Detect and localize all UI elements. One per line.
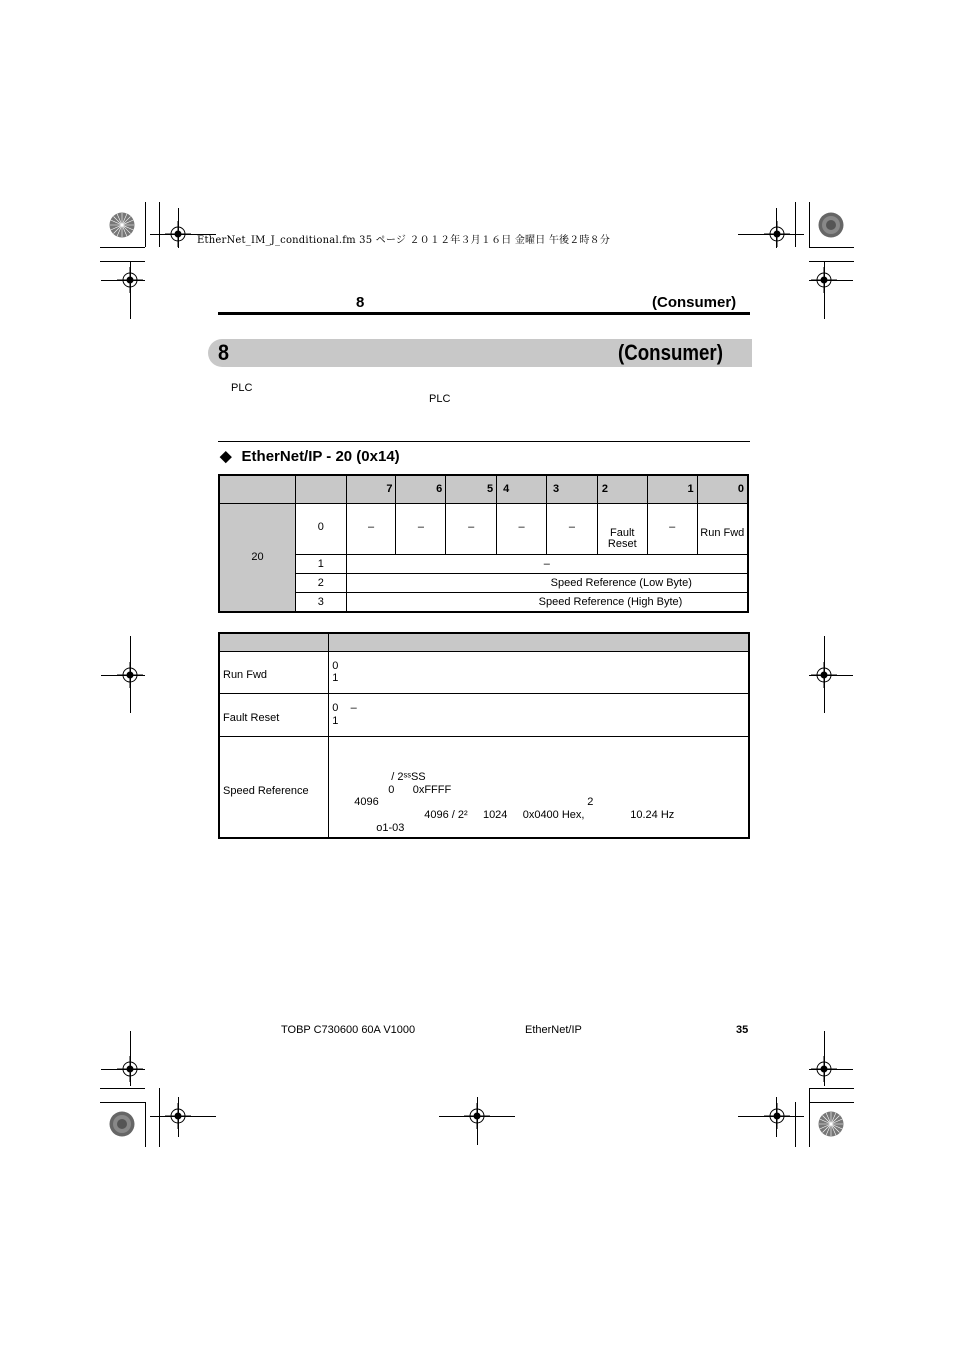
crop-mark [795, 1102, 796, 1147]
crop-mark [100, 261, 145, 262]
crop-mark [178, 208, 179, 248]
byte-number: 2 [296, 573, 347, 592]
fault-reset-label: Fault Reset [607, 526, 637, 550]
description-line: 1 [332, 672, 339, 684]
chapter-number: 8 [218, 340, 230, 365]
crop-mark [809, 261, 854, 262]
crop-mark [824, 262, 825, 319]
section-title: EtherNet/IP - 20 (0x14) [241, 448, 400, 465]
crop-mark [101, 675, 145, 676]
byte-number: 3 [296, 592, 347, 612]
crop-mark [150, 1116, 216, 1117]
byte-number: 1 [296, 554, 347, 573]
registration-disc-icon [818, 1111, 844, 1137]
registration-disc-icon [818, 212, 844, 238]
crop-mark [809, 202, 810, 247]
crop-mark [100, 1088, 145, 1089]
bit-header: 0 [697, 475, 748, 503]
byte-number: 0 [296, 503, 347, 554]
crop-mark [809, 1088, 854, 1089]
bit-header: 4 [497, 475, 547, 503]
section-rule [218, 441, 750, 442]
bit-cell-run-fwd: Run Fwd [697, 503, 748, 554]
crop-mark [795, 202, 796, 247]
registration-disc-icon [109, 212, 135, 238]
description-table [218, 632, 750, 839]
crop-mark [439, 1116, 515, 1117]
crop-mark [809, 1088, 810, 1147]
footer-doc-number: TOBP C730600 60A V1000 [281, 1024, 416, 1036]
header-rule [218, 312, 750, 315]
print-slug: EtherNet_IM_J_conditional.fm 35 ページ ２０１２年３月１６日 金曜日 午後２時８分 [197, 235, 611, 246]
footer-manual-name: EtherNet/IP [525, 1024, 582, 1036]
crop-mark [159, 1088, 160, 1147]
intro-line-1: PLC [231, 382, 253, 394]
bit-cell: – [446, 503, 497, 554]
byte-2-value: Speed Reference (Low Byte) [346, 573, 748, 592]
crop-mark [809, 1102, 854, 1103]
bit-header: 6 [396, 475, 446, 503]
crop-mark [824, 1031, 825, 1086]
description-line: 2 [587, 795, 594, 808]
footer-page-number: 35 [736, 1024, 749, 1036]
running-header-title: (Consumer) [652, 294, 737, 311]
crop-mark [738, 234, 804, 235]
bit-header: 1 [647, 475, 697, 503]
instance-number: 20 [219, 503, 296, 612]
bit-header: 7 [346, 475, 396, 503]
description-line: 10.24 Hz [630, 808, 675, 821]
diamond-bullet-icon: ◆ [220, 448, 232, 465]
crop-mark [130, 262, 131, 319]
run-fwd-name: Run Fwd [219, 651, 329, 693]
crop-mark [809, 247, 854, 248]
byte-1-value: – [346, 554, 748, 573]
bit-cell: – [647, 503, 697, 554]
intro-line-2: PLC [429, 393, 451, 405]
crop-mark [101, 280, 145, 281]
crop-mark [809, 675, 853, 676]
crop-mark [178, 1097, 179, 1137]
byte-3-value: Speed Reference (High Byte) [346, 592, 748, 612]
crop-mark [100, 1102, 145, 1103]
instance-20-table [218, 474, 749, 613]
bit-cell: – [346, 503, 396, 554]
description-header [329, 633, 749, 651]
bit-cell: – [497, 503, 547, 554]
crop-mark [809, 1069, 853, 1070]
running-header-number: 8 [356, 294, 365, 311]
crop-mark [159, 202, 160, 247]
description-line: o1-03 [376, 821, 405, 834]
bit-cell-fault-reset [597, 503, 647, 554]
description-line: / 2ˢˢSS [391, 770, 426, 783]
description-line: 0 0xFFFF [388, 783, 452, 796]
crop-mark [100, 247, 145, 248]
crop-mark [809, 280, 853, 281]
registration-disc-icon [109, 1111, 135, 1137]
speed-reference-name: Speed Reference [219, 736, 329, 838]
description-line: 0 [332, 659, 339, 672]
run-fwd-description [329, 651, 749, 693]
speed-reference-description [329, 736, 749, 838]
name-header [219, 633, 329, 651]
bit-header: 2 [597, 475, 647, 503]
description-line: 4096 / 2² 1024 0x0400 Hex, [424, 808, 585, 821]
description-line: 4096 [354, 795, 379, 808]
bit-header: 5 [446, 475, 497, 503]
crop-mark [776, 208, 777, 248]
bit-header: 3 [546, 475, 597, 503]
crop-mark [477, 1097, 478, 1145]
fault-reset-name: Fault Reset [219, 693, 329, 736]
crop-mark [101, 1069, 145, 1070]
section-heading [220, 447, 400, 465]
description-line: 0 – [332, 702, 357, 714]
description-line: 1 [332, 714, 339, 727]
chapter-title: (Consumer) [618, 340, 723, 365]
fault-reset-description [329, 693, 749, 736]
crop-mark [738, 1116, 804, 1117]
crop-mark [145, 1102, 146, 1147]
instance-header [219, 475, 296, 503]
bit-cell: – [546, 503, 597, 554]
crop-mark [776, 1097, 777, 1137]
byte-header [296, 475, 347, 503]
bit-cell: – [396, 503, 446, 554]
crop-mark [145, 202, 146, 247]
crop-mark [130, 1031, 131, 1086]
